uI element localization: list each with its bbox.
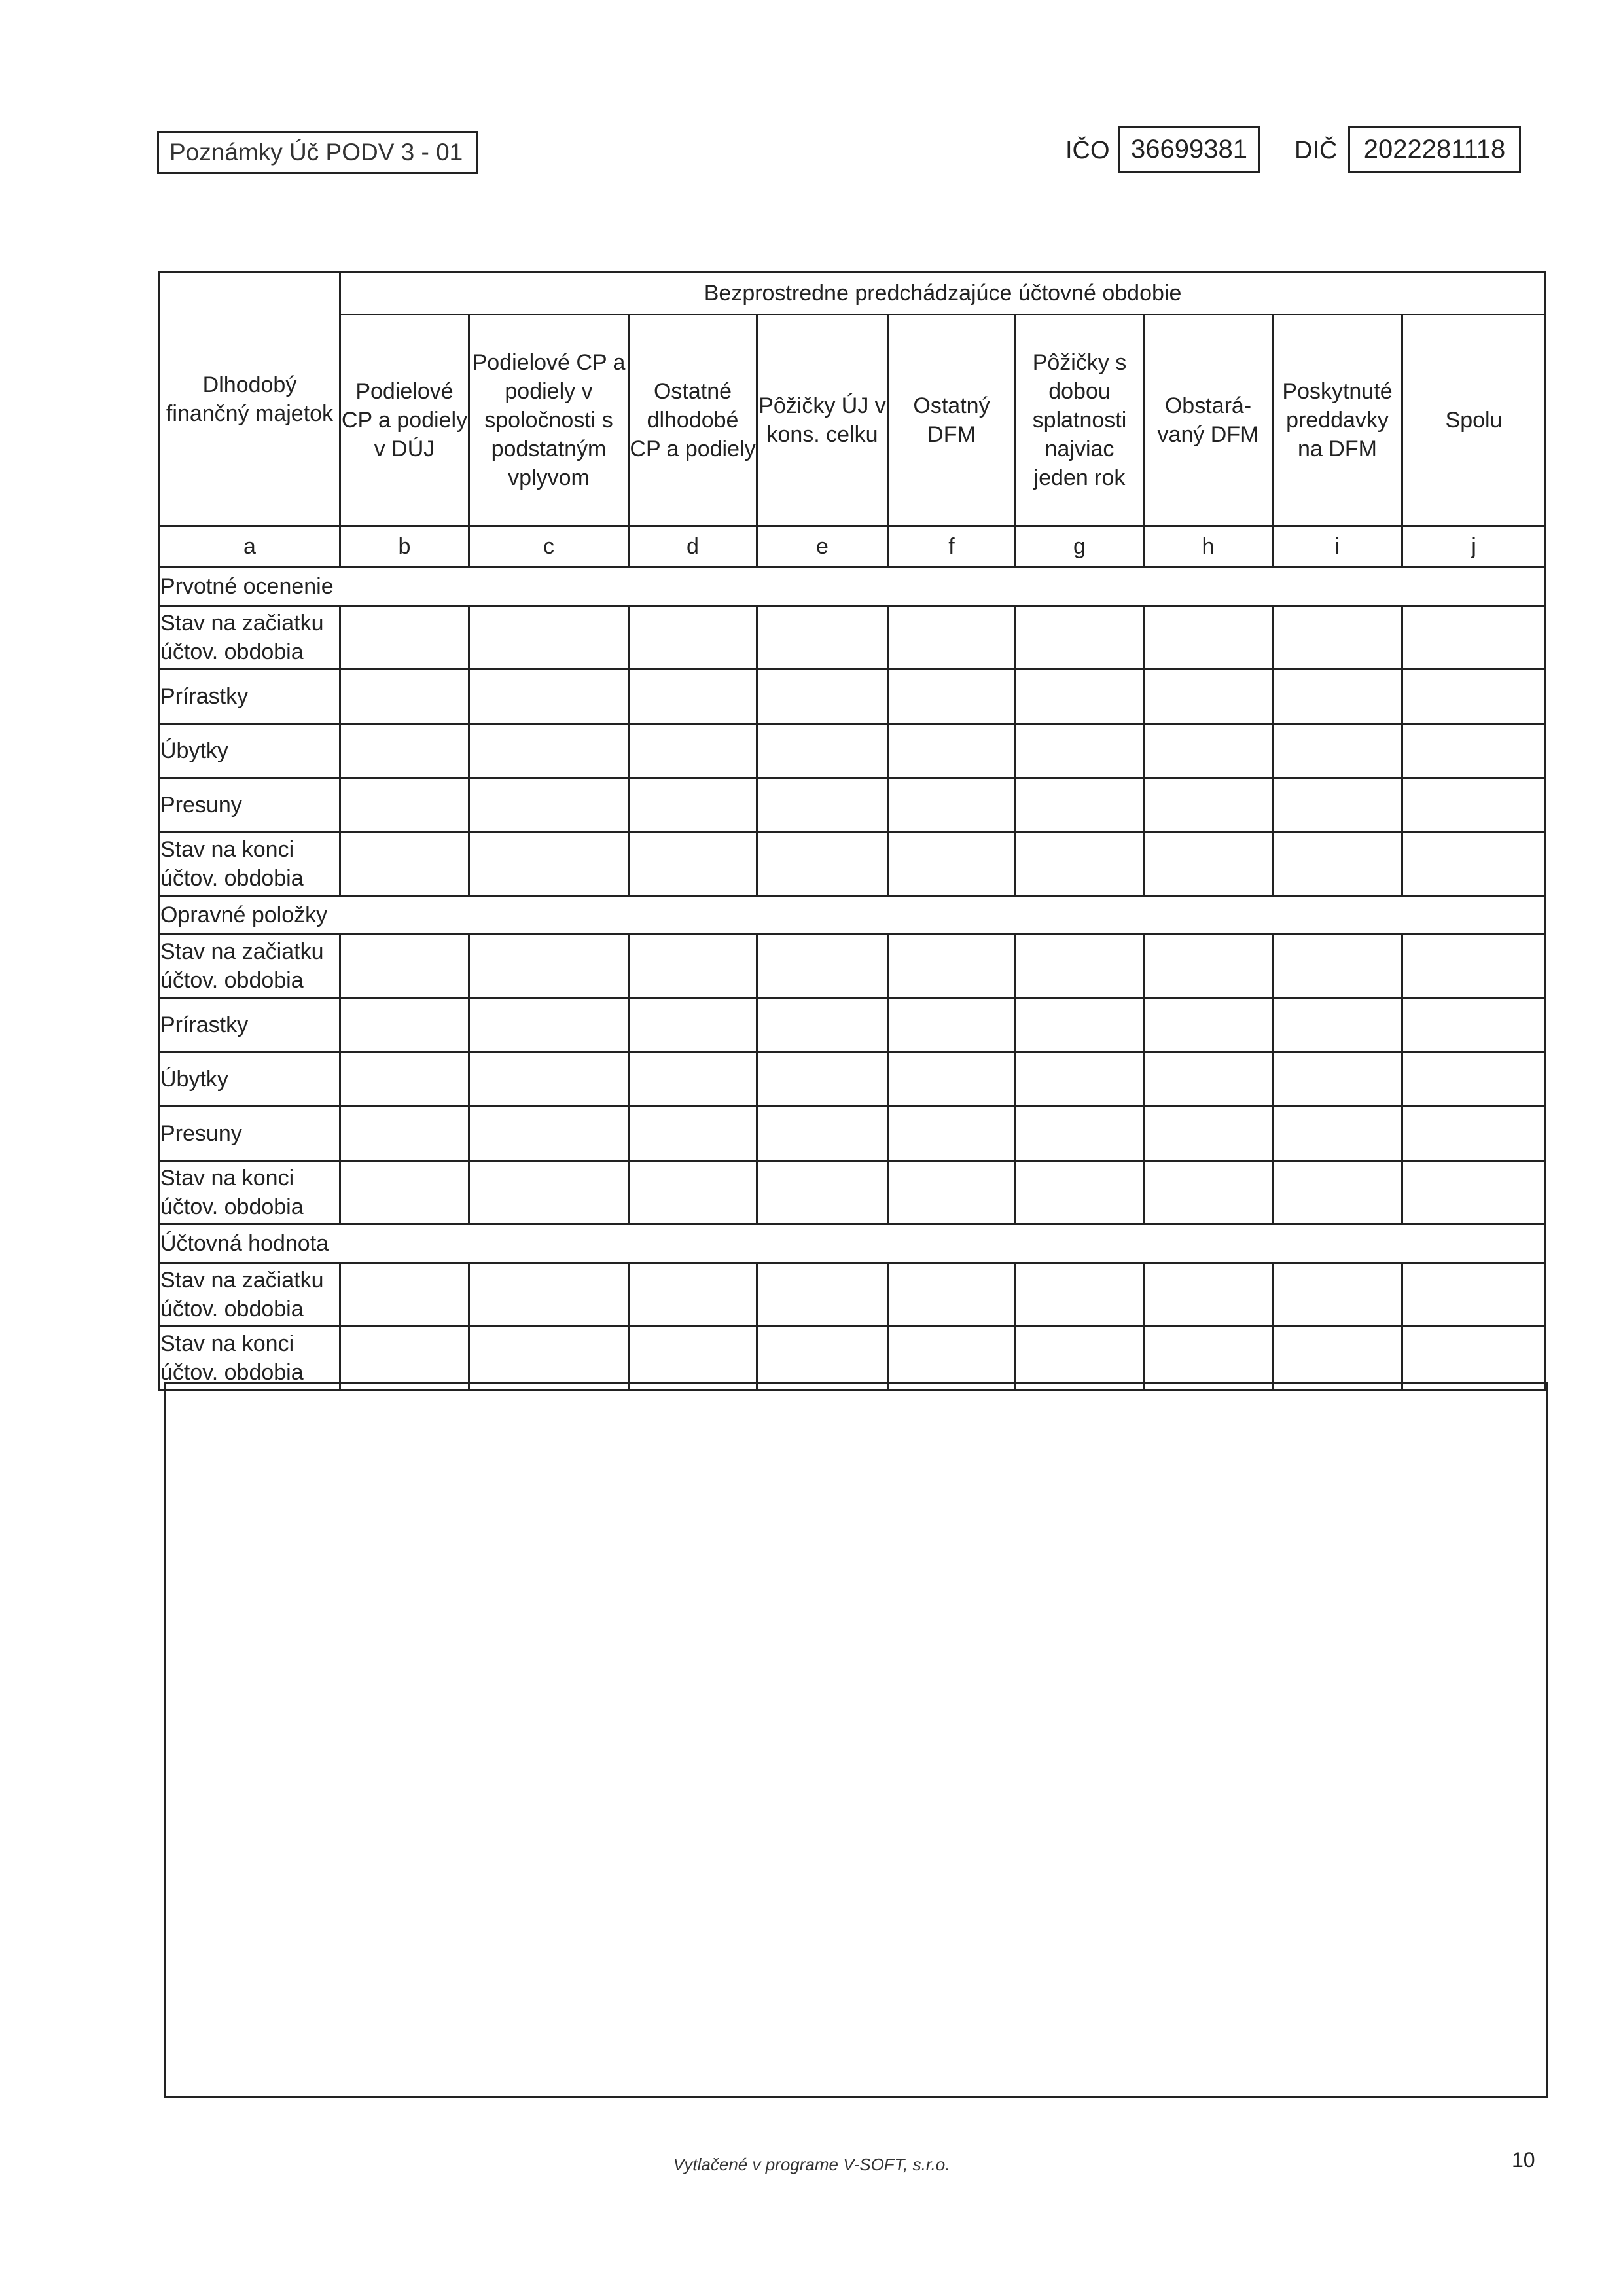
value-cell[interactable] bbox=[469, 606, 629, 670]
row-label: Stav na začiatku účtov. obdobia bbox=[160, 935, 340, 998]
row-label: Stav na konci účtov. obdobia bbox=[160, 833, 340, 896]
value-cell[interactable] bbox=[1273, 724, 1402, 778]
column-letter: a bbox=[160, 526, 340, 567]
column-letter: c bbox=[469, 526, 629, 567]
value-cell[interactable] bbox=[1144, 670, 1273, 724]
form-identifier: Poznámky Úč PODV 3 - 01 bbox=[157, 131, 478, 174]
page-number: 10 bbox=[1512, 2148, 1535, 2172]
value-cell[interactable] bbox=[629, 606, 757, 670]
value-cell[interactable] bbox=[757, 1052, 888, 1107]
section-title: Opravné položky bbox=[160, 896, 1546, 935]
value-cell[interactable] bbox=[629, 1052, 757, 1107]
value-cell[interactable] bbox=[1016, 935, 1144, 998]
value-cell[interactable] bbox=[1273, 935, 1402, 998]
value-cell[interactable] bbox=[757, 998, 888, 1052]
table-row bbox=[160, 1263, 1546, 1327]
column-header: Ostatný DFM bbox=[888, 315, 1016, 526]
column-letter: h bbox=[1144, 526, 1273, 567]
value-cell[interactable] bbox=[1144, 1161, 1273, 1225]
value-cell[interactable] bbox=[1016, 1327, 1144, 1390]
value-cell[interactable] bbox=[1402, 1263, 1546, 1327]
value-cell[interactable] bbox=[1402, 1052, 1546, 1107]
value-cell[interactable] bbox=[469, 998, 629, 1052]
value-cell[interactable] bbox=[469, 935, 629, 998]
value-cell[interactable] bbox=[1016, 1263, 1144, 1327]
row-label: Prírastky bbox=[160, 998, 340, 1052]
value-cell[interactable] bbox=[757, 670, 888, 724]
section-title: Účtovná hodnota bbox=[160, 1225, 1546, 1263]
value-cell[interactable] bbox=[757, 1327, 888, 1390]
row-label: Stav na začiatku účtov. obdobia bbox=[160, 1263, 340, 1327]
column-header: Obstará- vaný DFM bbox=[1144, 315, 1273, 526]
column-letter: f bbox=[888, 526, 1016, 567]
value-cell[interactable] bbox=[757, 778, 888, 833]
value-cell[interactable] bbox=[757, 935, 888, 998]
value-cell[interactable] bbox=[1144, 1107, 1273, 1161]
column-header: Ostatné dlhodobé CP a podiely bbox=[629, 315, 757, 526]
value-cell[interactable] bbox=[629, 724, 757, 778]
column-letter: e bbox=[757, 526, 888, 567]
value-cell[interactable] bbox=[888, 724, 1016, 778]
value-cell[interactable] bbox=[629, 1107, 757, 1161]
value-cell[interactable] bbox=[888, 778, 1016, 833]
value-cell[interactable] bbox=[340, 606, 469, 670]
value-cell[interactable] bbox=[888, 670, 1016, 724]
value-cell[interactable] bbox=[1144, 1052, 1273, 1107]
value-cell[interactable] bbox=[469, 778, 629, 833]
column-header: Pôžičky s dobou splatnosti najviac jeden rok bbox=[1016, 315, 1144, 526]
value-cell[interactable] bbox=[757, 1161, 888, 1225]
value-cell[interactable] bbox=[1402, 998, 1546, 1052]
value-cell[interactable] bbox=[1402, 606, 1546, 670]
value-cell[interactable] bbox=[1402, 1327, 1546, 1390]
table-row bbox=[160, 1161, 1546, 1225]
value-cell[interactable] bbox=[888, 833, 1016, 896]
value-cell[interactable] bbox=[1273, 606, 1402, 670]
value-cell[interactable] bbox=[1016, 778, 1144, 833]
long-term-financial-assets-table bbox=[158, 271, 1546, 1391]
value-cell[interactable] bbox=[1273, 1263, 1402, 1327]
column-letter: g bbox=[1016, 526, 1144, 567]
ico-label: IČO bbox=[1065, 137, 1110, 164]
column-letter: j bbox=[1402, 526, 1546, 567]
value-cell[interactable] bbox=[1144, 1327, 1273, 1390]
value-cell[interactable] bbox=[757, 606, 888, 670]
value-cell[interactable] bbox=[888, 1327, 1016, 1390]
value-cell[interactable] bbox=[1144, 778, 1273, 833]
value-cell[interactable] bbox=[757, 1263, 888, 1327]
column-header: Poskytnuté preddavky na DFM bbox=[1273, 315, 1402, 526]
row-label: Presuny bbox=[160, 1107, 340, 1161]
value-cell[interactable] bbox=[469, 1052, 629, 1107]
value-cell[interactable] bbox=[757, 724, 888, 778]
value-cell[interactable] bbox=[1273, 670, 1402, 724]
table-row bbox=[160, 606, 1546, 670]
value-cell[interactable] bbox=[340, 833, 469, 896]
value-cell[interactable] bbox=[1273, 998, 1402, 1052]
table-row bbox=[160, 778, 1546, 833]
value-cell[interactable] bbox=[1402, 670, 1546, 724]
value-cell[interactable] bbox=[1016, 833, 1144, 896]
value-cell[interactable] bbox=[888, 606, 1016, 670]
value-cell[interactable] bbox=[1402, 778, 1546, 833]
value-cell[interactable] bbox=[340, 724, 469, 778]
section-title: Prvotné ocenenie bbox=[160, 567, 1546, 606]
value-cell[interactable] bbox=[1016, 998, 1144, 1052]
value-cell[interactable] bbox=[629, 1161, 757, 1225]
value-cell[interactable] bbox=[340, 998, 469, 1052]
value-cell[interactable] bbox=[888, 1161, 1016, 1225]
value-cell[interactable] bbox=[629, 998, 757, 1052]
value-cell[interactable] bbox=[1016, 1107, 1144, 1161]
table-row bbox=[160, 1107, 1546, 1161]
value-cell[interactable] bbox=[340, 1161, 469, 1225]
column-letter-row bbox=[160, 526, 1546, 567]
value-cell[interactable] bbox=[888, 1263, 1016, 1327]
dic-value: 2022281118 bbox=[1348, 126, 1521, 173]
column-header: Pôžičky ÚJ v kons. celku bbox=[757, 315, 888, 526]
value-cell[interactable] bbox=[469, 1263, 629, 1327]
row-header-title: Dlhodobý finančný majetok bbox=[160, 272, 340, 526]
value-cell[interactable] bbox=[1273, 1107, 1402, 1161]
table-row bbox=[160, 724, 1546, 778]
table-body bbox=[160, 567, 1546, 1390]
notes-area bbox=[164, 1382, 1548, 2098]
value-cell[interactable] bbox=[1144, 724, 1273, 778]
value-cell[interactable] bbox=[888, 1107, 1016, 1161]
value-cell[interactable] bbox=[340, 670, 469, 724]
row-label: Úbytky bbox=[160, 724, 340, 778]
value-cell[interactable] bbox=[1273, 778, 1402, 833]
value-cell[interactable] bbox=[1144, 606, 1273, 670]
value-cell[interactable] bbox=[1144, 998, 1273, 1052]
row-label: Stav na konci účtov. obdobia bbox=[160, 1161, 340, 1225]
value-cell[interactable] bbox=[629, 1263, 757, 1327]
value-cell[interactable] bbox=[1016, 724, 1144, 778]
value-cell[interactable] bbox=[1144, 833, 1273, 896]
column-letter: i bbox=[1273, 526, 1402, 567]
table-row bbox=[160, 1052, 1546, 1107]
table-row bbox=[160, 998, 1546, 1052]
row-label: Stav na začiatku účtov. obdobia bbox=[160, 606, 340, 670]
value-cell[interactable] bbox=[629, 670, 757, 724]
value-cell[interactable] bbox=[1402, 724, 1546, 778]
value-cell[interactable] bbox=[1402, 833, 1546, 896]
value-cell[interactable] bbox=[757, 833, 888, 896]
value-cell[interactable] bbox=[469, 833, 629, 896]
value-cell[interactable] bbox=[1402, 1107, 1546, 1161]
column-letter: d bbox=[629, 526, 757, 567]
column-header: Spolu bbox=[1402, 315, 1546, 526]
value-cell[interactable] bbox=[629, 833, 757, 896]
dic-label: DIČ bbox=[1294, 137, 1338, 164]
value-cell[interactable] bbox=[1144, 935, 1273, 998]
row-label: Presuny bbox=[160, 778, 340, 833]
period-title: Bezprostredne predchádzajúce účtovné obdobie bbox=[340, 272, 1546, 315]
value-cell[interactable] bbox=[469, 670, 629, 724]
value-cell[interactable] bbox=[1144, 1263, 1273, 1327]
table-row bbox=[160, 670, 1546, 724]
value-cell[interactable] bbox=[629, 935, 757, 998]
value-cell[interactable] bbox=[629, 778, 757, 833]
column-letter: b bbox=[340, 526, 469, 567]
column-header: Podielové CP a podiely v spoločnosti s podstatným vplyvom bbox=[469, 315, 629, 526]
value-cell[interactable] bbox=[1273, 833, 1402, 896]
value-cell[interactable] bbox=[1016, 670, 1144, 724]
printed-by-footer: Vytlačené v programe V-SOFT, s.r.o. bbox=[673, 2155, 950, 2174]
value-cell[interactable] bbox=[340, 935, 469, 998]
value-cell[interactable] bbox=[469, 1327, 629, 1390]
value-cell[interactable] bbox=[469, 724, 629, 778]
value-cell[interactable] bbox=[757, 1107, 888, 1161]
value-cell[interactable] bbox=[469, 1161, 629, 1225]
row-label: Úbytky bbox=[160, 1052, 340, 1107]
value-cell[interactable] bbox=[1016, 1161, 1144, 1225]
value-cell[interactable] bbox=[888, 1052, 1016, 1107]
value-cell[interactable] bbox=[340, 778, 469, 833]
ico-value: 36699381 bbox=[1118, 126, 1260, 173]
row-label: Stav na konci účtov. obdobia bbox=[160, 1327, 340, 1390]
table-row bbox=[160, 833, 1546, 896]
value-cell[interactable] bbox=[1016, 606, 1144, 670]
table-row bbox=[160, 935, 1546, 998]
value-cell[interactable] bbox=[1273, 1052, 1402, 1107]
value-cell[interactable] bbox=[340, 1052, 469, 1107]
value-cell[interactable] bbox=[340, 1107, 469, 1161]
table-row bbox=[160, 1327, 1546, 1390]
column-header: Podielové CP a podiely v DÚJ bbox=[340, 315, 469, 526]
value-cell[interactable] bbox=[1273, 1327, 1402, 1390]
row-label: Prírastky bbox=[160, 670, 340, 724]
value-cell[interactable] bbox=[888, 935, 1016, 998]
value-cell[interactable] bbox=[340, 1327, 469, 1390]
value-cell[interactable] bbox=[1273, 1161, 1402, 1225]
value-cell[interactable] bbox=[1402, 935, 1546, 998]
value-cell[interactable] bbox=[629, 1327, 757, 1390]
value-cell[interactable] bbox=[888, 998, 1016, 1052]
value-cell[interactable] bbox=[340, 1263, 469, 1327]
value-cell[interactable] bbox=[1016, 1052, 1144, 1107]
value-cell[interactable] bbox=[469, 1107, 629, 1161]
column-header-row bbox=[160, 315, 1546, 526]
value-cell[interactable] bbox=[1402, 1161, 1546, 1225]
